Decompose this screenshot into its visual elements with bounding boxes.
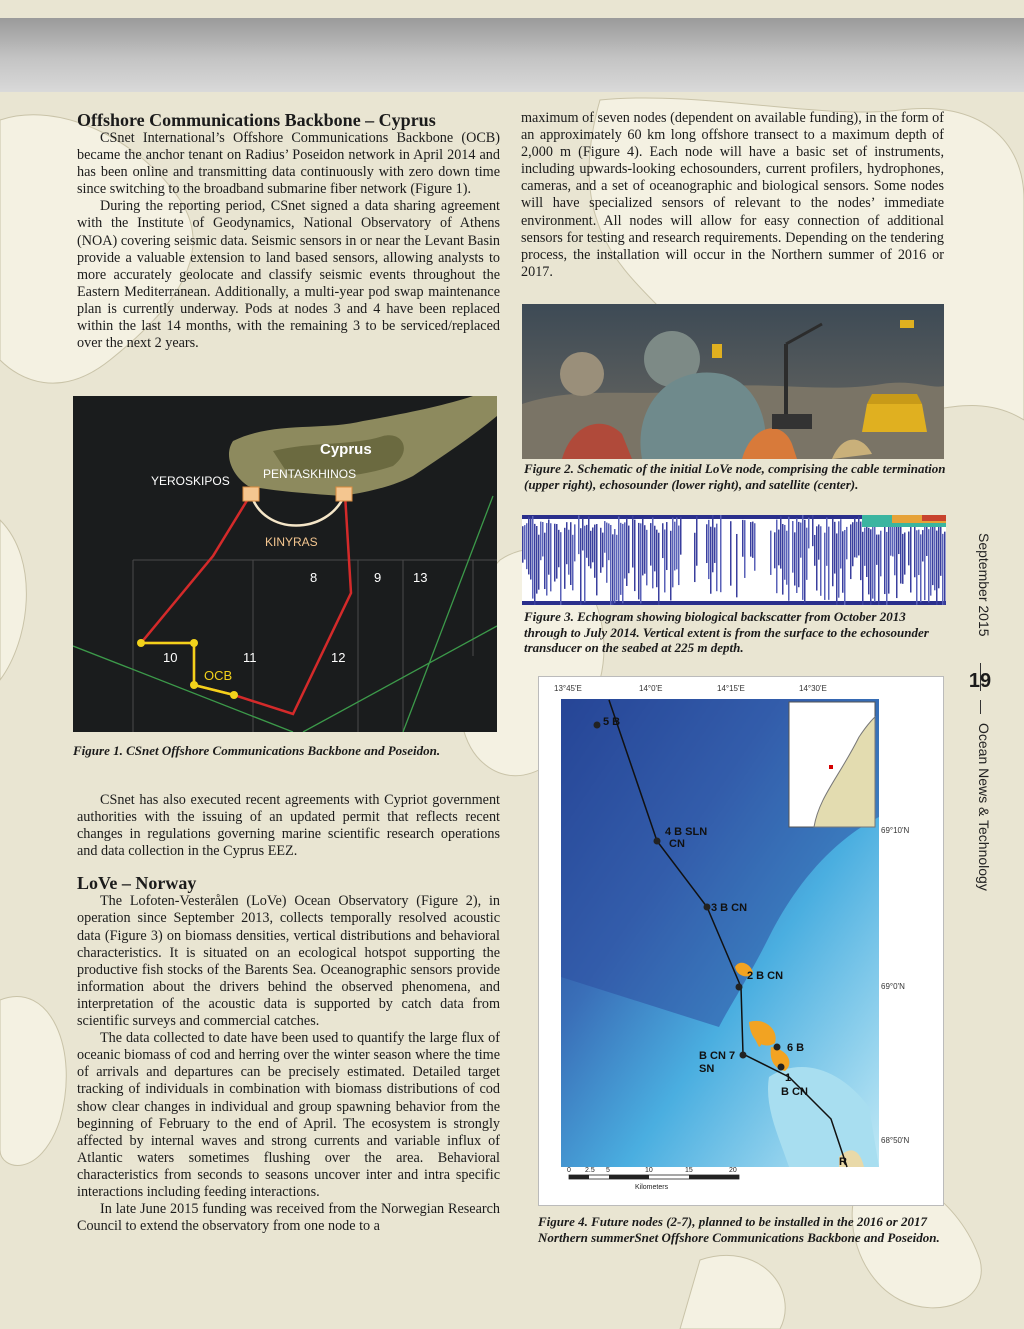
- lat-tick: 69°0'N: [881, 982, 905, 991]
- label-yeroskipos: YEROSKIPOS: [151, 474, 230, 488]
- figure2-caption: Figure 2. Schematic of the initial LoVe node, comprising the cable termination (upper right), echosounder (lower right), and satellite (center).: [524, 461, 946, 492]
- page-number: 19: [968, 670, 992, 692]
- scale-unit: Kilometers: [635, 1184, 669, 1191]
- node-label-2b: 2 B CN: [747, 970, 784, 982]
- figure4-svg: [539, 677, 943, 1205]
- figure2-svg: [522, 304, 944, 459]
- paragraph: During the reporting period, CSnet signed a data sharing agreement with the Institute of Geodynamics, National Observatory of Athens (NOA) covering seismic data. Seismic sensors in or near the Levant Basin provide a valuable extension to land based sensors, allowing analysts to more accurately geolocate and classify seismic events throughout the Eastern Mediterranean. Additionally, a multi-year pod swap maintenance plan is currently underway. Pods at nodes 3 and 4 have been replaced within the last 14 months, with the remaining 3 to be serviced/replaced over the next 2 years.: [77, 198, 500, 352]
- node-label-5b: 5 B: [603, 716, 621, 728]
- paragraph: The data collected to date have been used to quantify the large flux of oceanic biomass of cod and herring over the winter season where the time of arrivals and departures can be precisely estimated. Detailed target tracking of individuals in combination with biomass distributions of cod show clear changes in individual and group spawning behavior from the beginning of February to the end of April. The ecosystem is strongly affected by internal waves and strong currents and variable influx of Atlantic waters sometimes flushing over the area. Behavioral characteristics from seconds to seasons uncover inter and intra specific interactions including feeding interactions.: [77, 1030, 500, 1200]
- scale-tick: 20: [729, 1167, 737, 1174]
- lon-tick: 13°45'E: [554, 684, 582, 693]
- label-node-9: 9: [374, 570, 382, 585]
- node-label-1: 1: [785, 1072, 792, 1084]
- figure4-caption: Figure 4. Future nodes (2-7), planned to be installed in the 2016 or 2017 Northern summerSnet Offshore Communications Backbone and Poseidon.: [538, 1214, 940, 1245]
- paragraph: CSnet has also executed recent agreements with Cypriot government authorities with the issuing of an updated permit that reflects recent changes in regulations governing marine scientific research operations and data collection in the Cyprus EEZ.: [77, 792, 500, 860]
- right-column-top: [521, 110, 944, 281]
- node-label-r: R: [839, 1156, 847, 1168]
- lon-tick: 14°30'E: [799, 684, 827, 693]
- scale-tick: 10: [645, 1167, 653, 1174]
- left-column-bottom: [77, 792, 500, 1235]
- lat-tick: 69°10'N: [881, 826, 910, 835]
- issue-date: September 2015: [976, 533, 992, 637]
- paragraph: CSnet International’s Offshore Communications Backbone (OCB) became the anchor tenant on Radius’ Poseidon network in April 2014 and has been online and transmitting data continuously with zero down time since switching to the broadband submarine fiber network (Figure 1).: [77, 130, 500, 198]
- node-label-6b: 6 B: [787, 1042, 805, 1054]
- label-ocb: OCB: [204, 668, 233, 683]
- figure3-svg: [522, 515, 946, 605]
- node-label-4b-cn: CN: [669, 838, 685, 850]
- header-band: [0, 18, 1024, 92]
- label-node-13: 13: [413, 570, 428, 585]
- lon-tick: 14°0'E: [639, 684, 663, 693]
- node-label-7: B CN 7: [699, 1050, 736, 1062]
- label-node-11: 11: [243, 650, 257, 665]
- paragraph: The Lofoten-Vesterålen (LoVe) Ocean Observatory (Figure 2), in operation since September 2013, collects temporally resolved acoustic data (Figure 3) on biomass densities, vertical distributions and behavioral characteristics. It is situated on an ecological hotspot supporting the productive fish stocks of the Barents Sea. Oceanographic sensors provide information about the drivers behind the observed phenomena, and interpretation of the acoustic data is supported by catch data from scientific surveys and commercial catches.: [77, 893, 500, 1030]
- section-title-cyprus: Offshore Communications Backbone – Cyprus: [77, 110, 436, 130]
- figure4-map: [538, 676, 944, 1206]
- scale-tick: 2.5: [585, 1167, 595, 1174]
- scale-tick: 0: [567, 1167, 571, 1174]
- lon-tick: 14°15'E: [717, 684, 745, 693]
- section-title-norway: LoVe – Norway: [77, 873, 197, 894]
- node-label-7-sn: SN: [699, 1063, 715, 1075]
- node-label-4b-sln: 4 B SLN: [665, 826, 708, 838]
- label-cyprus: Cyprus: [320, 441, 372, 458]
- scale-tick: 15: [685, 1167, 693, 1174]
- paragraph-continued: maximum of seven nodes (dependent on available funding), in the form of an approximately 60 km long offshore transect to a maximum depth of 2,000 m (Figure 4). Each node will have a basic set of instruments, including upwards-looking echosounders, current profilers, hydrophones, cameras, and a set of oceanographic and biological sensors. Some nodes will have specialized sensors of relevant to the nodes’ immediate environment. All nodes will allow for easy connection of additional sensors for testing and research requirements. Depending on the tendering process, the installation will occur in the Northern summer of 2016 or 2017.: [521, 110, 944, 280]
- label-node-10: 10: [163, 650, 178, 665]
- scale-tick: 5: [606, 1167, 610, 1174]
- figure2-love-node-render: [522, 304, 944, 459]
- figure1-map-svg: [73, 396, 497, 732]
- left-column-top: [77, 110, 500, 352]
- figure1-caption: Figure 1. CSnet Offshore Communications Backbone and Poseidon.: [73, 743, 441, 758]
- label-pentaskhinos: PENTASKHINOS: [263, 467, 357, 481]
- node-label-1-bcn: B CN: [781, 1086, 808, 1098]
- paragraph: In late June 2015 funding was received from the Norwegian Research Council to extend the observatory from one node to a: [77, 1201, 500, 1235]
- figure3-echogram: [522, 515, 946, 605]
- label-node-8: 8: [310, 570, 318, 585]
- publication-name: Ocean News & Technology: [976, 723, 992, 891]
- label-node-12: 12: [331, 650, 346, 665]
- node-label-3b: 3 B CN: [711, 902, 748, 914]
- figure1-map: [73, 396, 497, 732]
- figure3-caption: Figure 3. Echogram showing biological backscatter from October 2013 through to July 2014. Vertical extent is from the surface to the echosounder transducer on the seabed at 225 m depth.: [524, 609, 929, 655]
- label-kinyras: KINYRAS: [265, 535, 318, 549]
- sidebar-divider: [980, 700, 981, 714]
- lat-tick: 68°50'N: [881, 1136, 910, 1145]
